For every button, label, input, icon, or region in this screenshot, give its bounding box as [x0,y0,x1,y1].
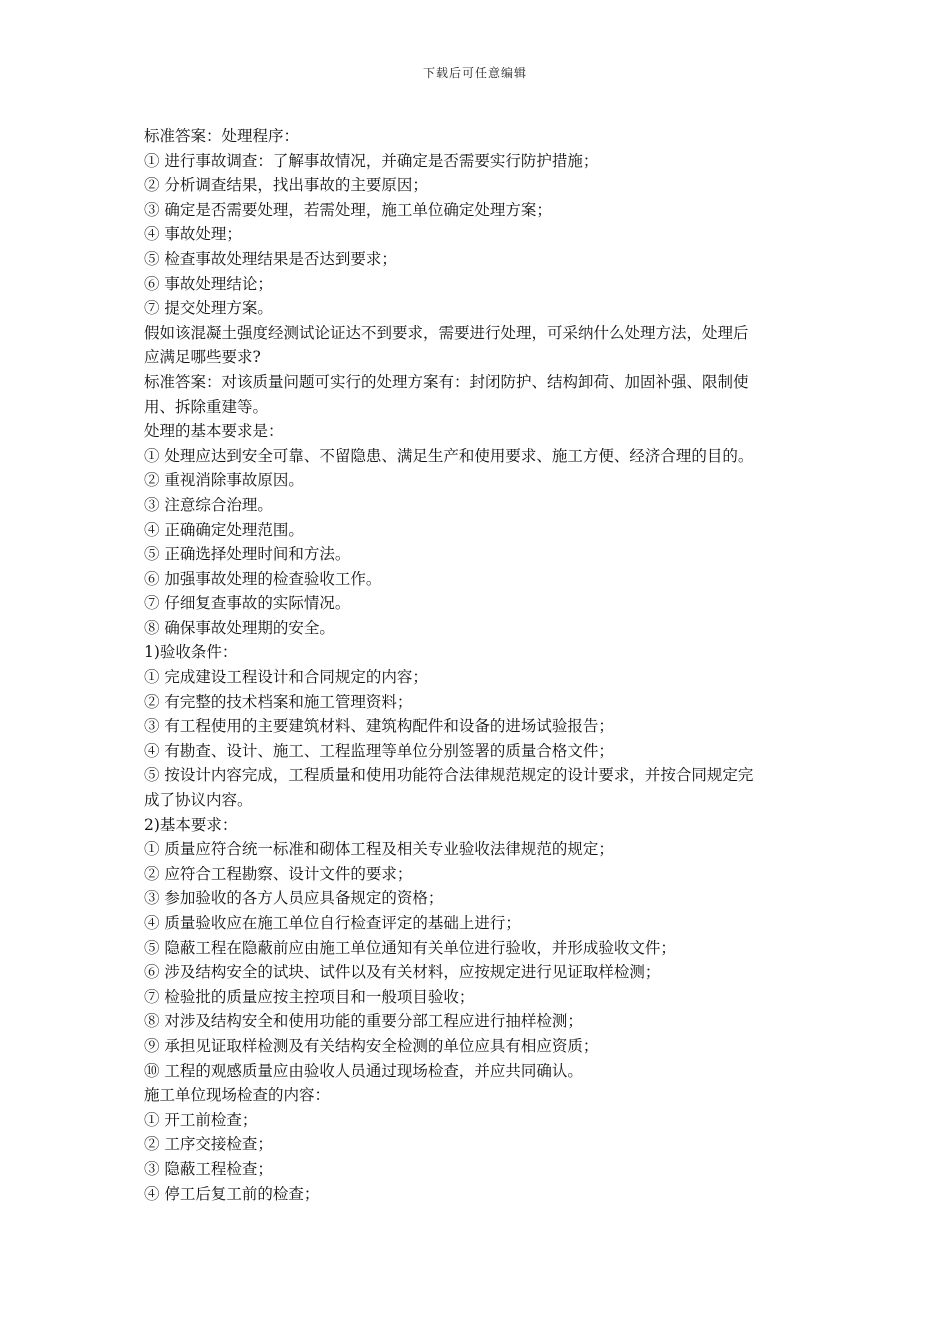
section-heading: 2)基本要求： [144,815,238,834]
list-item: ④ 有勘查、设计、施工、工程监理等单位分别签署的质量合格文件； [144,741,614,760]
document-body [144,124,808,1206]
list-item: ⑤ 正确选择处理时间和方法。 [144,545,351,564]
list-item: ③ 有工程使用的主要建筑材料、建筑构配件和设备的进场试验报告； [144,717,614,736]
list-item: ⑤ 隐蔽工程在隐蔽前应由施工单位通知有关单位进行验收，并形成验收文件； [144,938,676,957]
list-item: ① 处理应达到安全可靠、不留隐患、满足生产和使用要求、施工方便、经济合理的目的。 [144,446,754,465]
list-item: ① 质量应符合统一标准和砌体工程及相关专业验收法律规范的规定； [144,840,614,859]
list-item: ③ 参加验收的各方人员应具备规定的资格； [144,889,444,908]
list-item: ④ 停工后复工前的检查； [144,1184,320,1203]
list-item: ⑥ 加强事故处理的检查验收工作。 [144,569,382,588]
list-item: ⑦ 提交处理方案。 [144,299,273,318]
list-item: ② 重视消除事故原因。 [144,471,304,490]
list-item: ⑨ 承担见证取样检测及有关结构安全检测的单位应具有相应资质； [144,1036,599,1055]
list-item: ② 应符合工程勘察、设计文件的要求； [144,864,413,883]
list-item: 成了协议内容。 [144,791,253,810]
list-item: ③ 注意综合治理。 [144,495,273,514]
question-line: 假如该混凝土强度经测试论证达不到要求，需要进行处理，可采纳什么处理方法，处理后 [144,323,749,342]
section-heading: 1)验收条件： [144,643,238,662]
answer-line: 用、拆除重建等。 [144,397,269,416]
list-item: ⑦ 检验批的质量应按主控项目和一般项目验收； [144,987,475,1006]
list-item: ① 开工前检查； [144,1110,258,1129]
list-item: ⑤ 按设计内容完成，工程质量和使用功能符合法律规范规定的设计要求，并按合同规定完 [144,766,754,785]
list-item: ① 完成建设工程设计和合同规定的内容； [144,668,428,687]
header-note: 下载后可任意编辑 [422,66,527,80]
list-item: ② 有完整的技术档案和施工管理资料； [144,692,413,711]
section-heading: 施工单位现场检查的内容： [144,1086,331,1105]
list-item: ⑥ 事故处理结论； [144,274,273,293]
question-line: 应满足哪些要求? [144,348,261,367]
list-item: ③ 隐蔽工程检查； [144,1159,273,1178]
answer-heading: 标准答案：处理程序： [144,127,300,145]
list-item: ⑩ 工程的观感质量应由验收人员通过现场检查，并应共同确认。 [144,1061,583,1080]
list-item: ③ 确定是否需要处理，若需处理，施工单位确定处理方案； [144,200,552,219]
list-item: ④ 事故处理； [144,225,242,244]
list-item: ② 分析调查结果，找出事故的主要原因； [144,176,428,195]
list-item: ⑤ 检查事故处理结果是否达到要求； [144,249,397,268]
list-item: ④ 正确确定处理范围。 [144,520,304,539]
list-item: ④ 质量验收应在施工单位自行检查评定的基础上进行； [144,914,521,932]
section-heading: 处理的基本要求是： [144,422,284,441]
list-item: ⑧ 确保事故处理期的安全。 [144,618,335,637]
list-item: ⑧ 对涉及结构安全和使用功能的重要分部工程应进行抽样检测； [144,1012,583,1031]
list-item: ② 工序交接检查； [144,1135,273,1154]
list-item: ⑦ 仔细复查事故的实际情况。 [144,594,351,613]
list-item: ① 进行事故调查：了解事故情况，并确定是否需要实行防护措施； [144,151,599,170]
list-item: ⑥ 涉及结构安全的试块、试件以及有关材料，应按规定进行见证取样检测； [144,963,661,982]
answer-line: 标准答案：对该质量问题可实行的处理方案有：封闭防护、结构卸荷、加固补强、限制使 [144,372,749,391]
